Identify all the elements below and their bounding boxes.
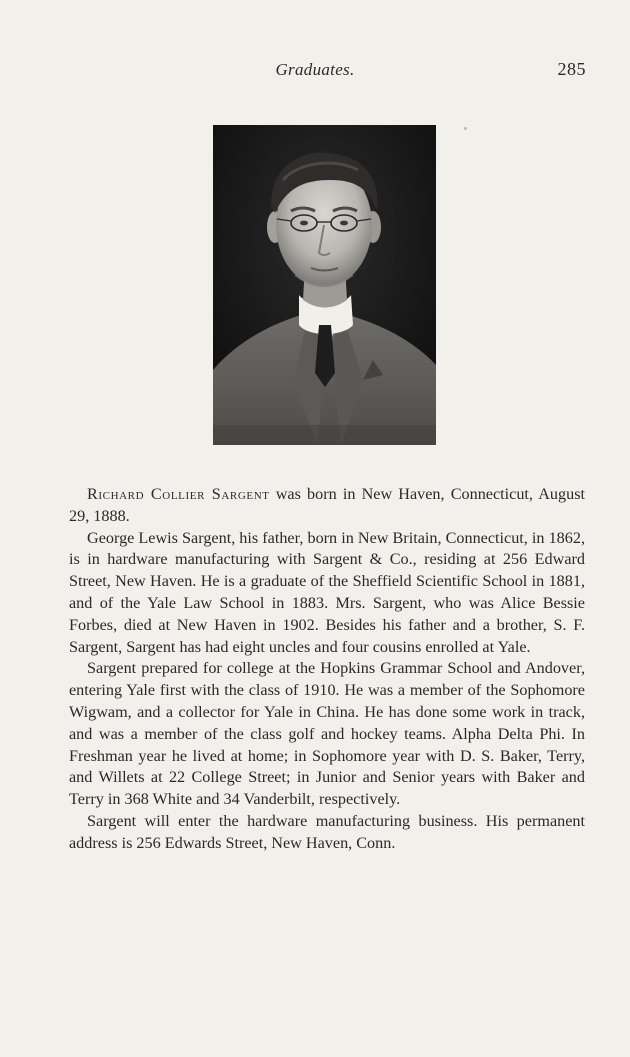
header-title: Graduates. — [275, 60, 355, 79]
page-number: 285 — [557, 59, 586, 79]
biography-paragraph-1-text: was born in New Haven, Connecticut, August 29, 1888. — [69, 485, 585, 525]
paper-speck — [464, 127, 467, 130]
biography-text — [69, 484, 585, 855]
portrait-photo — [213, 125, 436, 445]
biography-paragraph-3: Sargent prepared for college at the Hopkins Grammar School and Andover, entering Yale first with the class of 1910. He was a member of the Sophomore Wigwam, and a collector for Yale in China. He has done some work in track, and was a member of the class golf and hockey teams. Alpha Delta Phi. In Freshman year he lived at home; in Sophomore year with D. S. Baker, Terry, and Willets at 22 College Street; in Junior and Senior years with Baker and Terry in 368 White and 34 Vanderbilt, respectively. — [69, 659, 585, 809]
biography-paragraph-1 — [69, 484, 585, 528]
biography-paragraph-2: George Lewis Sargent, his father, born in New Britain, Connecticut, in 1862, is in hardware manufacturing with Sargent & Co., residing at 256 Edward Street, New Haven. He is a graduate of the Sheffield Scientific School in 1881, and of the Yale Law School in 1883. Mrs. Sargent, who was Alice Bessie Forbes, died at New Haven in 1902. Besides his father and a brother, S. F. Sargent, Sargent has had eight uncles and four cousins enrolled at Yale. — [69, 528, 585, 656]
biography-name: Richard Collier Sargent — [87, 485, 270, 503]
biography-paragraph-4: Sargent will enter the hardware manufacturing business. His permanent address is 256 Edwards Street, New Haven, Conn. — [69, 811, 585, 852]
